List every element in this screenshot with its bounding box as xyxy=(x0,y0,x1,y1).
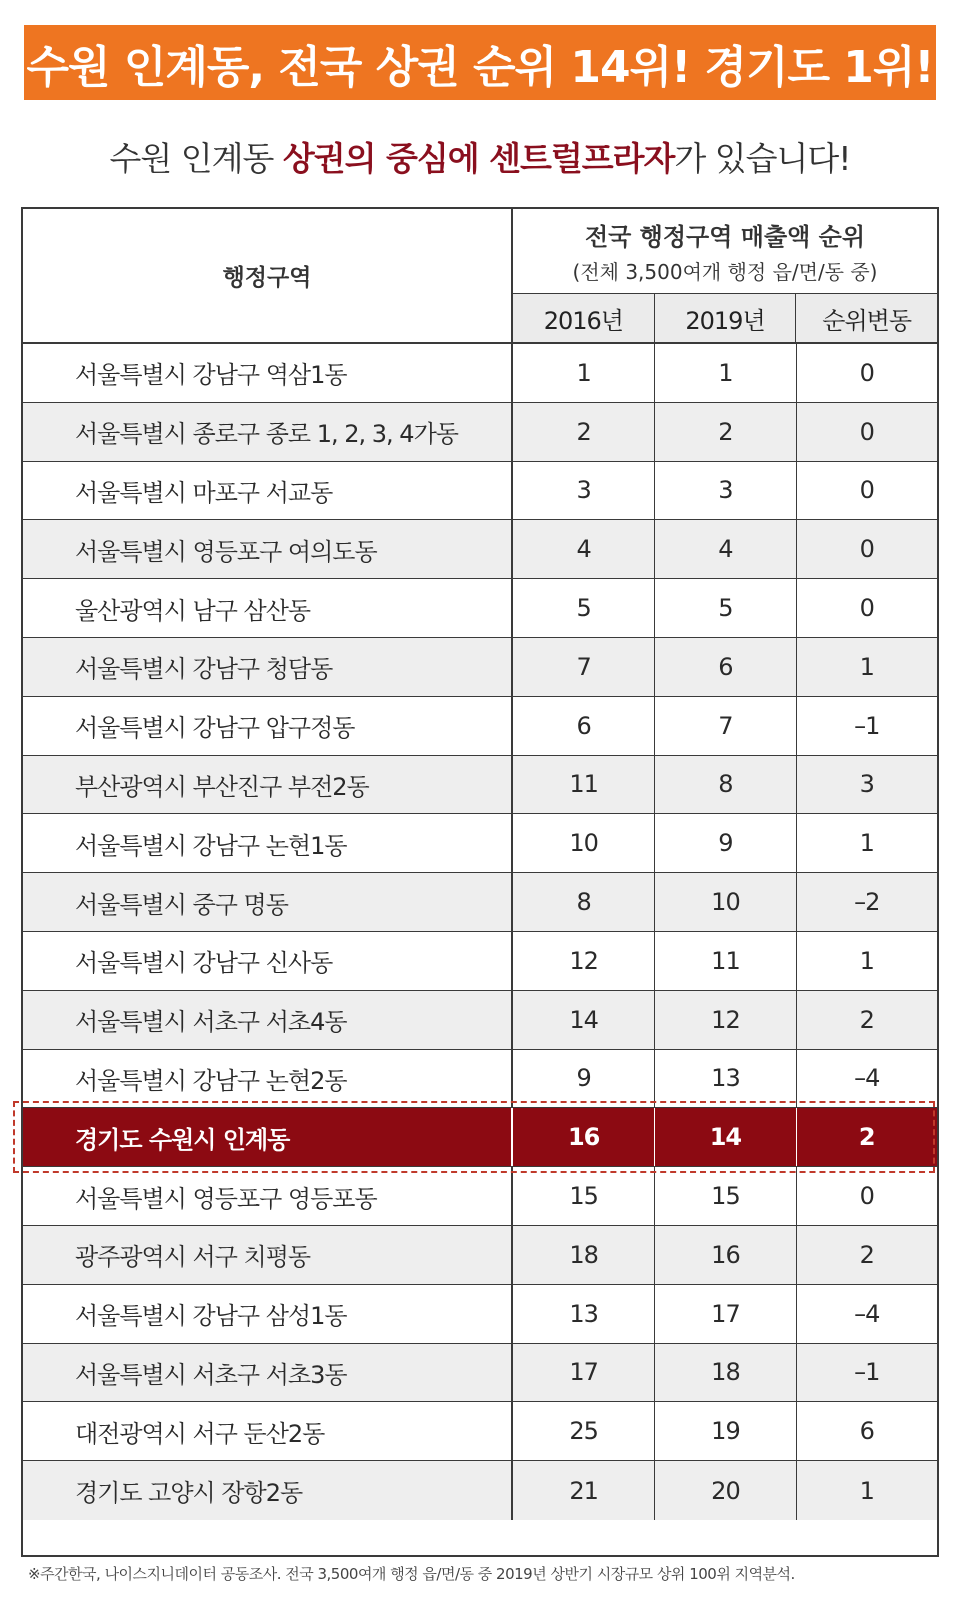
table-row xyxy=(23,1402,937,1461)
rank-2019-cell: 14 xyxy=(654,1108,795,1166)
rank-2019-cell: 4 xyxy=(654,520,795,578)
rank-2019-cell: 5 xyxy=(654,579,795,637)
rank-2016-cell: 14 xyxy=(569,1005,598,1034)
rank-2016-cell: 1 xyxy=(576,358,591,387)
table-row xyxy=(23,873,937,932)
rank-change-cell: 1 xyxy=(796,1461,937,1520)
region-cell: 경기도 수원시 인계동 xyxy=(23,1108,513,1166)
rank-2016-cell: 3 xyxy=(576,476,591,505)
region-cell: 서울특별시 강남구 논현1동 xyxy=(23,814,513,872)
subtitle xyxy=(0,128,960,184)
region-cell: 서울특별시 서초구 서초4동 xyxy=(23,991,513,1049)
table-row xyxy=(23,462,937,521)
region-header: 행정구역 xyxy=(23,209,513,342)
region-cell: 서울특별시 강남구 삼성1동 xyxy=(23,1285,513,1343)
rank-2016-cell: 15 xyxy=(569,1182,598,1211)
rank-change-cell: –4 xyxy=(796,1285,937,1343)
rank-2016-cell: 9 xyxy=(576,1064,591,1093)
region-cell: 서울특별시 강남구 압구정동 xyxy=(23,697,513,755)
rank-2019-cell: 8 xyxy=(654,756,795,814)
table-row xyxy=(23,1226,937,1285)
rank-2016-cell: 17 xyxy=(569,1358,598,1387)
rank-header-subtitle: (전체 3,500여개 행정 읍/면/동 중) xyxy=(572,260,878,284)
rank-change-cell: 0 xyxy=(796,403,937,461)
region-cell: 경기도 고양시 장항2동 xyxy=(23,1461,513,1520)
region-cell: 광주광역시 서구 치평동 xyxy=(23,1226,513,1284)
table-row xyxy=(23,344,937,403)
rank-2016-cell: 7 xyxy=(576,652,591,681)
region-cell: 서울특별시 서초구 서초3동 xyxy=(23,1344,513,1402)
rank-2019-cell: 9 xyxy=(654,814,795,872)
table-row xyxy=(23,756,937,815)
table-row xyxy=(23,991,937,1050)
region-cell: 서울특별시 종로구 종로 1, 2, 3, 4가동 xyxy=(23,403,513,461)
region-cell: 서울특별시 강남구 청담동 xyxy=(23,638,513,696)
table-row-highlighted xyxy=(23,1108,937,1167)
table-row xyxy=(23,1285,937,1344)
title-banner xyxy=(24,25,936,100)
rank-2019-cell: 7 xyxy=(654,697,795,755)
rank-change-cell: 0 xyxy=(796,462,937,520)
region-cell: 서울특별시 강남구 신사동 xyxy=(23,932,513,990)
table-row xyxy=(23,403,937,462)
rank-2016-cell: 21 xyxy=(569,1476,598,1505)
rank-2019-cell: 19 xyxy=(654,1402,795,1460)
subtitle-suffix: 가 있습니다! xyxy=(674,138,851,178)
rank-2019-cell: 18 xyxy=(654,1344,795,1402)
rank-2016-cell: 6 xyxy=(576,711,591,740)
rank-change-cell: 2 xyxy=(796,991,937,1049)
rank-2019-cell: 15 xyxy=(654,1167,795,1225)
table-body xyxy=(23,344,937,1520)
rank-change-cell: 0 xyxy=(796,579,937,637)
rank-change-cell: –4 xyxy=(796,1050,937,1108)
rank-2016-cell: 12 xyxy=(569,946,598,975)
subtitle-highlight: 상권의 중심에 센트럴프라자 xyxy=(282,138,675,178)
rank-2016-cell: 11 xyxy=(569,770,598,799)
table-row xyxy=(23,1461,937,1520)
rank-2016-cell: 8 xyxy=(576,888,591,917)
rank-2016-cell: 25 xyxy=(569,1417,598,1446)
rank-change-cell: 3 xyxy=(796,756,937,814)
rank-2016-cell: 18 xyxy=(569,1240,598,1269)
rank-header-title: 전국 행정구역 매출액 순위 xyxy=(584,223,866,251)
rank-change-cell: 0 xyxy=(796,344,937,402)
table-row xyxy=(23,638,937,697)
table-row xyxy=(23,1344,937,1403)
rank-change-cell: 2 xyxy=(796,1108,937,1166)
table-row xyxy=(23,814,937,873)
col-change-header: 순위변동 xyxy=(795,294,937,342)
rank-change-cell: 1 xyxy=(796,932,937,990)
rank-change-cell: 6 xyxy=(796,1402,937,1460)
rank-change-cell: 1 xyxy=(796,814,937,872)
rank-change-cell: –1 xyxy=(796,697,937,755)
rank-2016-cell: 2 xyxy=(576,417,591,446)
region-cell: 서울특별시 강남구 논현2동 xyxy=(23,1050,513,1108)
rank-2019-cell: 17 xyxy=(654,1285,795,1343)
col-2016-header: 2016년 xyxy=(543,306,623,335)
rank-2019-cell: 11 xyxy=(654,932,795,990)
col-2019-header: 2019년 xyxy=(654,294,796,342)
rank-2019-cell: 20 xyxy=(654,1461,795,1520)
banner-text: 수원 인계동, 전국 상권 순위 14위! 경기도 1위! xyxy=(26,41,934,93)
rank-2016-cell: 4 xyxy=(576,535,591,564)
rank-change-cell: –1 xyxy=(796,1344,937,1402)
region-cell: 서울특별시 영등포구 영등포동 xyxy=(23,1167,513,1225)
rank-2016-cell: 10 xyxy=(569,829,598,858)
region-cell: 서울특별시 마포구 서교동 xyxy=(23,462,513,520)
rank-change-cell: 0 xyxy=(796,520,937,578)
rank-2019-cell: 6 xyxy=(654,638,795,696)
table-row xyxy=(23,697,937,756)
rank-2019-cell: 12 xyxy=(654,991,795,1049)
table-row xyxy=(23,1167,937,1226)
rank-header xyxy=(513,209,937,294)
rank-change-cell: 0 xyxy=(796,1167,937,1225)
rank-2016-cell: 13 xyxy=(569,1299,598,1328)
region-cell: 서울특별시 영등포구 여의도동 xyxy=(23,520,513,578)
rank-2019-cell: 3 xyxy=(654,462,795,520)
region-cell: 울산광역시 남구 삼산동 xyxy=(23,579,513,637)
region-cell: 서울특별시 강남구 역삼1동 xyxy=(23,344,513,402)
footnote: ※주간한국, 나이스지니데이터 공동조사. 전국 3,500여개 행정 읍/면/동 중 2019년 상반기 시장규모 상위 100위 지역분석. xyxy=(28,1564,795,1583)
table-row xyxy=(23,1050,937,1109)
table-row xyxy=(23,520,937,579)
ranking-table xyxy=(21,207,939,1557)
rank-2019-cell: 10 xyxy=(654,873,795,931)
table-row xyxy=(23,579,937,638)
rank-change-cell: 1 xyxy=(796,638,937,696)
rank-2019-cell: 16 xyxy=(654,1226,795,1284)
table-row xyxy=(23,932,937,991)
region-cell: 부산광역시 부산진구 부전2동 xyxy=(23,756,513,814)
rank-2016-cell: 5 xyxy=(576,594,591,623)
region-cell: 서울특별시 중구 명동 xyxy=(23,873,513,931)
rank-2019-cell: 1 xyxy=(654,344,795,402)
region-cell: 대전광역시 서구 둔산2동 xyxy=(23,1402,513,1460)
rank-2016-cell: 16 xyxy=(567,1123,600,1152)
rank-change-cell: –2 xyxy=(796,873,937,931)
rank-2019-cell: 13 xyxy=(654,1050,795,1108)
year-columns-header xyxy=(513,294,937,342)
rank-2019-cell: 2 xyxy=(654,403,795,461)
rank-change-cell: 2 xyxy=(796,1226,937,1284)
subtitle-prefix: 수원 인계동 xyxy=(109,138,283,178)
